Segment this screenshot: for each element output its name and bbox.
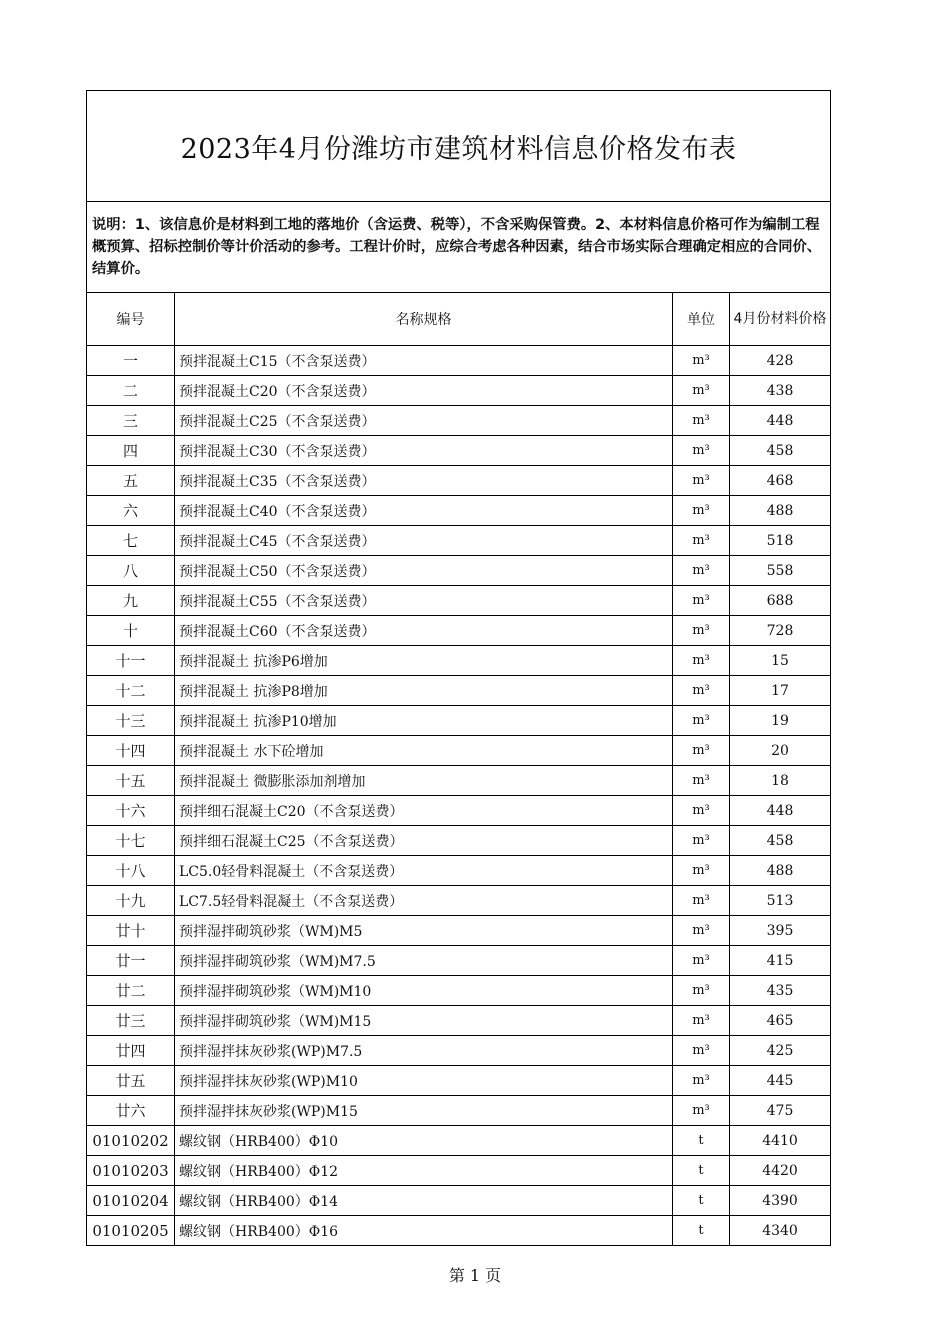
price-table bbox=[86, 90, 831, 1246]
cell-price: 395 bbox=[730, 916, 831, 946]
cell-no: 廿三 bbox=[87, 1006, 175, 1036]
table-row bbox=[87, 1036, 831, 1066]
table-row bbox=[87, 886, 831, 916]
cell-no: 十一 bbox=[87, 646, 175, 676]
cell-no: 八 bbox=[87, 556, 175, 586]
column-header-price: 4月份材料价格 bbox=[730, 293, 831, 346]
cell-name: 预拌湿拌砌筑砂浆（WM)M15 bbox=[175, 1006, 673, 1036]
table-row bbox=[87, 406, 831, 436]
table-row bbox=[87, 916, 831, 946]
cell-price: 488 bbox=[730, 496, 831, 526]
cell-unit: m³ bbox=[673, 676, 730, 706]
table-row bbox=[87, 976, 831, 1006]
cell-no: 廿十 bbox=[87, 916, 175, 946]
cell-price: 4390 bbox=[730, 1186, 831, 1216]
cell-unit: m³ bbox=[673, 346, 730, 376]
cell-unit: m³ bbox=[673, 976, 730, 1006]
cell-name: 预拌混凝土C35（不含泵送费） bbox=[175, 466, 673, 496]
cell-price: 448 bbox=[730, 796, 831, 826]
cell-price: 688 bbox=[730, 586, 831, 616]
cell-name: 预拌细石混凝土C20（不含泵送费） bbox=[175, 796, 673, 826]
cell-no: 十三 bbox=[87, 706, 175, 736]
cell-no: 廿一 bbox=[87, 946, 175, 976]
cell-unit: m³ bbox=[673, 736, 730, 766]
cell-unit: t bbox=[673, 1216, 730, 1246]
cell-no: 十六 bbox=[87, 796, 175, 826]
column-header-unit: 单位 bbox=[673, 293, 730, 346]
cell-unit: m³ bbox=[673, 616, 730, 646]
cell-name: 预拌湿拌抹灰砂浆(WP)M10 bbox=[175, 1066, 673, 1096]
cell-price: 488 bbox=[730, 856, 831, 886]
cell-unit: m³ bbox=[673, 916, 730, 946]
table-row bbox=[87, 826, 831, 856]
cell-no: 01010204 bbox=[87, 1186, 175, 1216]
cell-no: 五 bbox=[87, 466, 175, 496]
cell-name: 预拌混凝土C30（不含泵送费） bbox=[175, 436, 673, 466]
cell-name: 预拌湿拌砌筑砂浆（WM)M10 bbox=[175, 976, 673, 1006]
cell-unit: m³ bbox=[673, 946, 730, 976]
cell-unit: m³ bbox=[673, 646, 730, 676]
cell-name: 预拌混凝土C45（不含泵送费） bbox=[175, 526, 673, 556]
cell-no: 廿六 bbox=[87, 1096, 175, 1126]
cell-unit: m³ bbox=[673, 1036, 730, 1066]
table-row bbox=[87, 436, 831, 466]
cell-no: 二 bbox=[87, 376, 175, 406]
table-row bbox=[87, 496, 831, 526]
cell-no: 廿五 bbox=[87, 1066, 175, 1096]
cell-unit: m³ bbox=[673, 766, 730, 796]
cell-price: 458 bbox=[730, 436, 831, 466]
cell-no: 廿二 bbox=[87, 976, 175, 1006]
cell-no: 01010202 bbox=[87, 1126, 175, 1156]
cell-no: 九 bbox=[87, 586, 175, 616]
table-row bbox=[87, 376, 831, 406]
cell-name: 预拌湿拌砌筑砂浆（WM)M7.5 bbox=[175, 946, 673, 976]
cell-no: 01010205 bbox=[87, 1216, 175, 1246]
cell-name: 预拌湿拌砌筑砂浆（WM)M5 bbox=[175, 916, 673, 946]
cell-price: 15 bbox=[730, 646, 831, 676]
cell-name: 预拌混凝土C55（不含泵送费） bbox=[175, 586, 673, 616]
cell-price: 465 bbox=[730, 1006, 831, 1036]
cell-price: 435 bbox=[730, 976, 831, 1006]
cell-unit: m³ bbox=[673, 526, 730, 556]
cell-price: 468 bbox=[730, 466, 831, 496]
cell-no: 十 bbox=[87, 616, 175, 646]
cell-unit: m³ bbox=[673, 496, 730, 526]
cell-no: 一 bbox=[87, 346, 175, 376]
page-number: 第 1 页 bbox=[448, 1266, 502, 1285]
cell-name: 预拌混凝土 微膨胀添加剂增加 bbox=[175, 766, 673, 796]
cell-price: 513 bbox=[730, 886, 831, 916]
cell-unit: m³ bbox=[673, 1066, 730, 1096]
table-row bbox=[87, 526, 831, 556]
cell-no: 十五 bbox=[87, 766, 175, 796]
table-row bbox=[87, 646, 831, 676]
cell-no: 十七 bbox=[87, 826, 175, 856]
table-row bbox=[87, 466, 831, 496]
cell-unit: m³ bbox=[673, 586, 730, 616]
cell-unit: m³ bbox=[673, 1096, 730, 1126]
cell-no: 六 bbox=[87, 496, 175, 526]
cell-no: 01010203 bbox=[87, 1156, 175, 1186]
table-row bbox=[87, 616, 831, 646]
column-header-name: 名称规格 bbox=[175, 293, 673, 346]
cell-name: 预拌混凝土 抗渗P10增加 bbox=[175, 706, 673, 736]
table-row bbox=[87, 1126, 831, 1156]
cell-name: 预拌混凝土 水下砼增加 bbox=[175, 736, 673, 766]
cell-unit: m³ bbox=[673, 856, 730, 886]
cell-price: 20 bbox=[730, 736, 831, 766]
cell-no: 四 bbox=[87, 436, 175, 466]
cell-name: 预拌混凝土C60（不含泵送费） bbox=[175, 616, 673, 646]
cell-name: 预拌混凝土C25（不含泵送费） bbox=[175, 406, 673, 436]
cell-no: 三 bbox=[87, 406, 175, 436]
cell-unit: t bbox=[673, 1186, 730, 1216]
cell-name: 预拌细石混凝土C25（不含泵送费） bbox=[175, 826, 673, 856]
cell-name: 预拌混凝土C15（不含泵送费） bbox=[175, 346, 673, 376]
cell-no: 十四 bbox=[87, 736, 175, 766]
cell-price: 4340 bbox=[730, 1216, 831, 1246]
table-header-row bbox=[87, 293, 831, 346]
cell-price: 438 bbox=[730, 376, 831, 406]
cell-price: 19 bbox=[730, 706, 831, 736]
cell-unit: t bbox=[673, 1126, 730, 1156]
cell-price: 425 bbox=[730, 1036, 831, 1066]
table-row bbox=[87, 586, 831, 616]
table-row bbox=[87, 856, 831, 886]
cell-price: 4420 bbox=[730, 1156, 831, 1186]
table-row bbox=[87, 946, 831, 976]
table-row bbox=[87, 1066, 831, 1096]
cell-price: 17 bbox=[730, 676, 831, 706]
cell-name: 预拌湿拌抹灰砂浆(WP)M15 bbox=[175, 1096, 673, 1126]
table-row bbox=[87, 736, 831, 766]
page-title: 2023年4月份潍坊市建筑材料信息价格发布表 bbox=[87, 91, 831, 202]
cell-name: 预拌混凝土 抗渗P8增加 bbox=[175, 676, 673, 706]
table-row bbox=[87, 556, 831, 586]
cell-price: 415 bbox=[730, 946, 831, 976]
cell-price: 558 bbox=[730, 556, 831, 586]
table-row bbox=[87, 1156, 831, 1186]
cell-unit: t bbox=[673, 1156, 730, 1186]
cell-price: 4410 bbox=[730, 1126, 831, 1156]
table-row bbox=[87, 1006, 831, 1036]
cell-unit: m³ bbox=[673, 406, 730, 436]
cell-unit: m³ bbox=[673, 466, 730, 496]
description-note: 说明：1、该信息价是材料到工地的落地价（含运费、税等），不含采购保管费。2、本材料信息价格可作为编制工程概预算、招标控制价等计价活动的参考。工程计价时，应综合考虑各种因素，结合市场实际合理确定相应的合同价、结算价。 bbox=[87, 202, 831, 293]
cell-no: 十二 bbox=[87, 676, 175, 706]
table-row bbox=[87, 706, 831, 736]
cell-name: 预拌混凝土C40（不含泵送费） bbox=[175, 496, 673, 526]
cell-name: 预拌混凝土 抗渗P6增加 bbox=[175, 646, 673, 676]
cell-price: 518 bbox=[730, 526, 831, 556]
cell-price: 445 bbox=[730, 1066, 831, 1096]
table-row bbox=[87, 346, 831, 376]
cell-unit: m³ bbox=[673, 556, 730, 586]
column-header-no: 编号 bbox=[87, 293, 175, 346]
cell-name: 螺纹钢（HRB400）Φ14 bbox=[175, 1186, 673, 1216]
cell-price: 728 bbox=[730, 616, 831, 646]
cell-name: LC5.0轻骨料混凝土（不含泵送费） bbox=[175, 856, 673, 886]
cell-no: 廿四 bbox=[87, 1036, 175, 1066]
cell-unit: m³ bbox=[673, 886, 730, 916]
table-row bbox=[87, 1186, 831, 1216]
cell-price: 18 bbox=[730, 766, 831, 796]
cell-price: 475 bbox=[730, 1096, 831, 1126]
cell-name: 预拌湿拌抹灰砂浆(WP)M7.5 bbox=[175, 1036, 673, 1066]
cell-no: 十九 bbox=[87, 886, 175, 916]
cell-no: 七 bbox=[87, 526, 175, 556]
cell-unit: m³ bbox=[673, 1006, 730, 1036]
cell-name: 螺纹钢（HRB400）Φ16 bbox=[175, 1216, 673, 1246]
cell-unit: m³ bbox=[673, 826, 730, 856]
table-row bbox=[87, 796, 831, 826]
cell-unit: m³ bbox=[673, 706, 730, 736]
table-row bbox=[87, 1216, 831, 1246]
cell-no: 十八 bbox=[87, 856, 175, 886]
cell-unit: m³ bbox=[673, 436, 730, 466]
cell-name: 螺纹钢（HRB400）Φ10 bbox=[175, 1126, 673, 1156]
table-row bbox=[87, 1096, 831, 1126]
table-row bbox=[87, 676, 831, 706]
cell-price: 458 bbox=[730, 826, 831, 856]
cell-name: 预拌混凝土C50（不含泵送费） bbox=[175, 556, 673, 586]
cell-price: 448 bbox=[730, 406, 831, 436]
cell-name: LC7.5轻骨料混凝土（不含泵送费） bbox=[175, 886, 673, 916]
table-row bbox=[87, 766, 831, 796]
cell-price: 428 bbox=[730, 346, 831, 376]
cell-unit: m³ bbox=[673, 796, 730, 826]
cell-name: 预拌混凝土C20（不含泵送费） bbox=[175, 376, 673, 406]
cell-name: 螺纹钢（HRB400）Φ12 bbox=[175, 1156, 673, 1186]
cell-unit: m³ bbox=[673, 376, 730, 406]
